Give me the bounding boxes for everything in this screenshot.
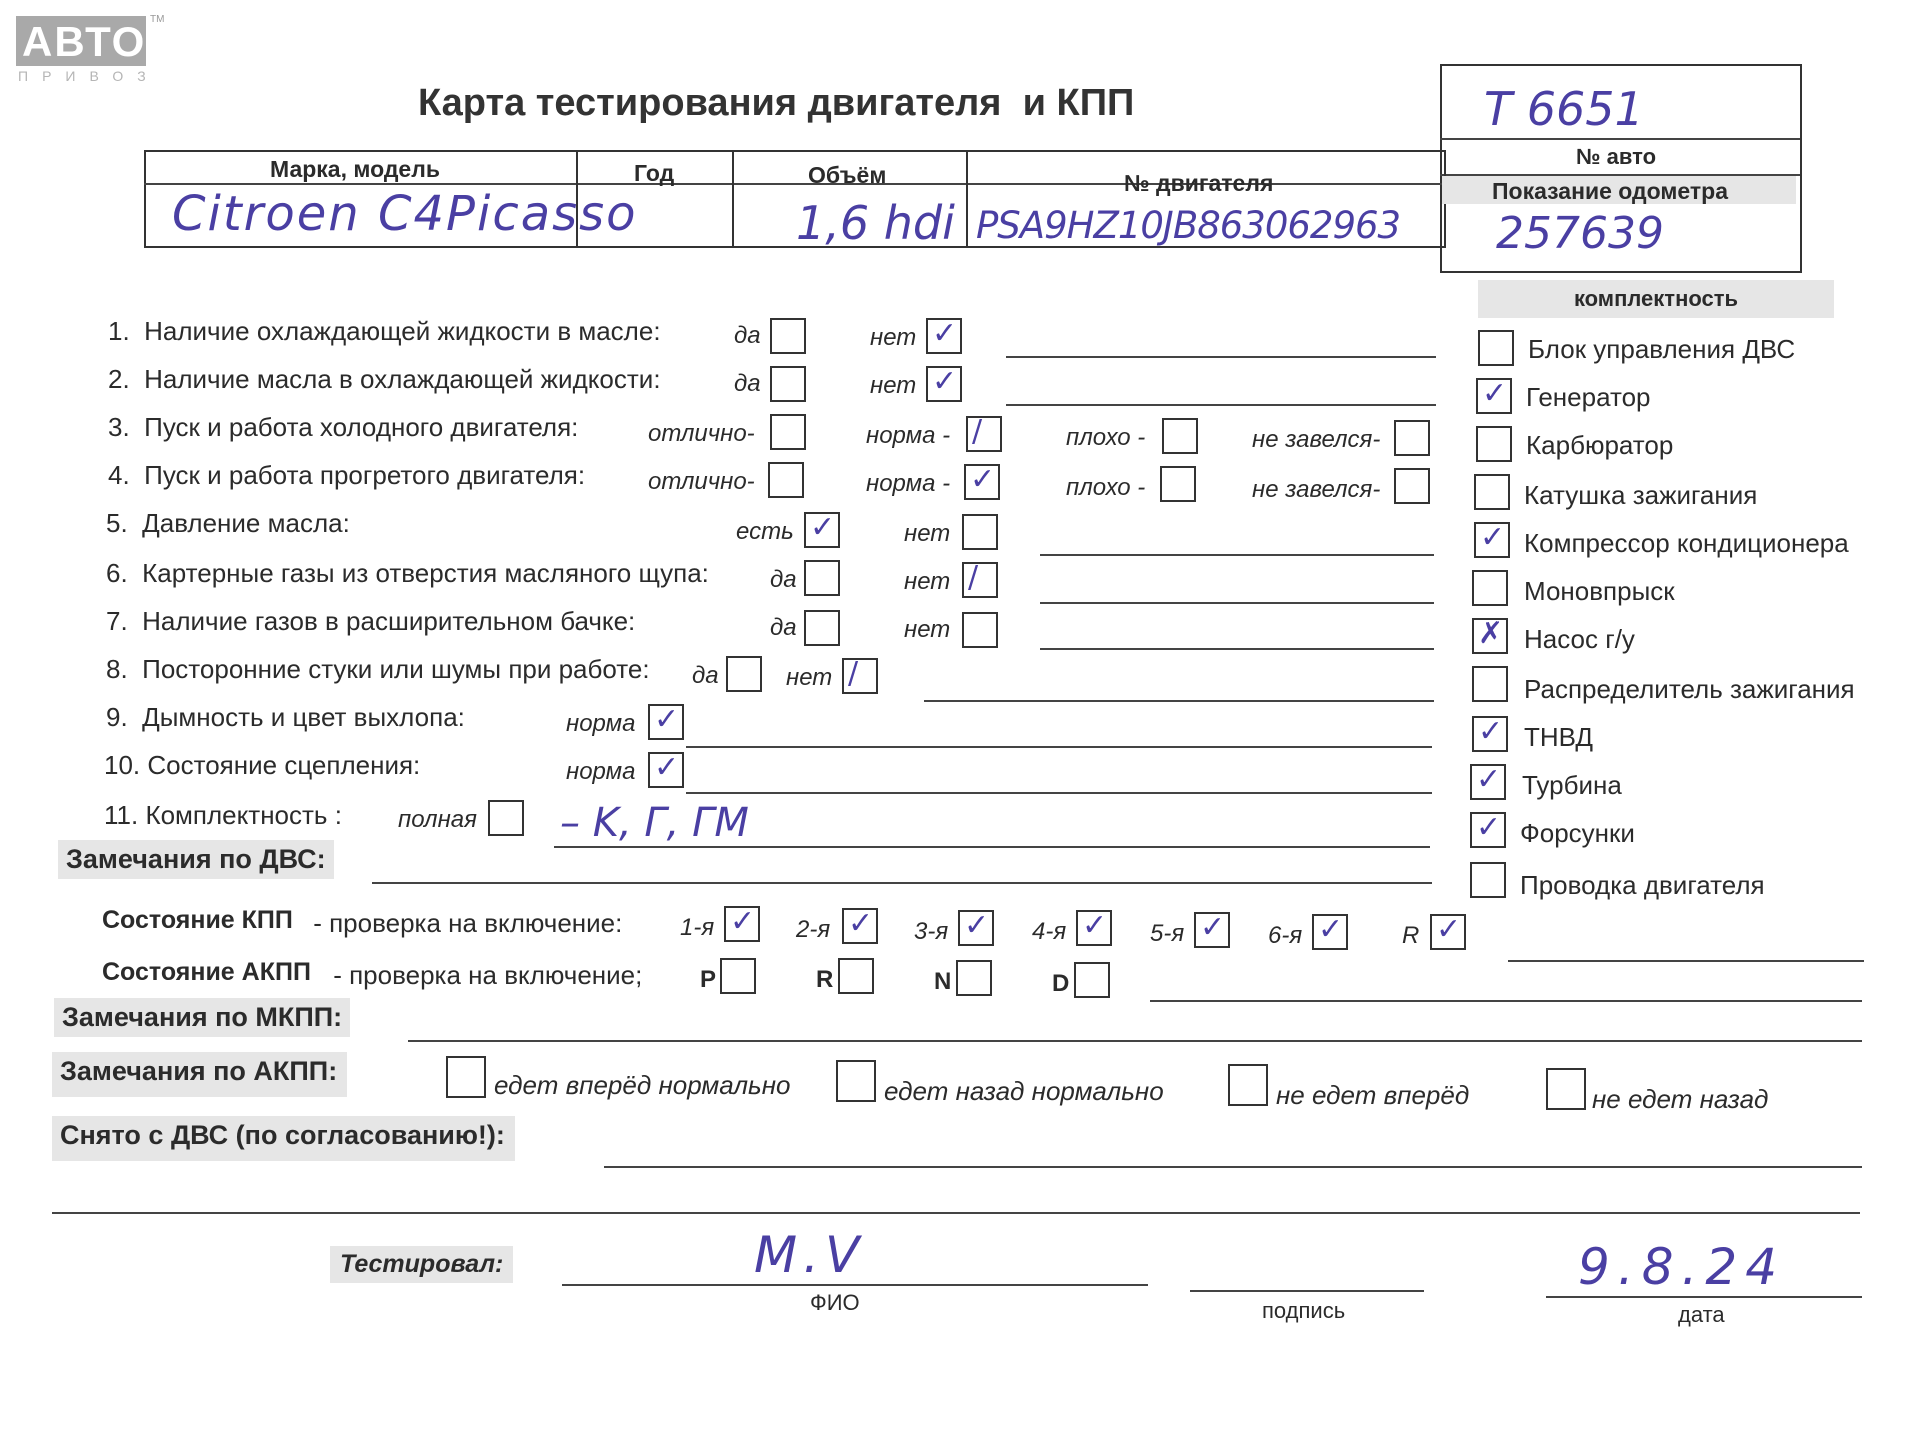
kompl-label: ТНВД bbox=[1524, 722, 1594, 752]
q10-norma-checkbox[interactable]: ✓ bbox=[648, 752, 684, 788]
logo-sub: ПРИВОЗ bbox=[18, 68, 160, 84]
akpp-opt-checkbox[interactable] bbox=[1546, 1068, 1586, 1110]
q4-label: 4. Пуск и работа прогретого двигателя: bbox=[108, 460, 586, 490]
q4-norma-checkbox[interactable]: ✓ bbox=[964, 464, 1000, 500]
q5-est-checkbox[interactable]: ✓ bbox=[804, 512, 840, 548]
akpp-label: Состояние АКПП bbox=[102, 958, 311, 986]
q7-da-checkbox[interactable] bbox=[804, 610, 840, 646]
signature-fio: M.V bbox=[754, 1226, 866, 1284]
q11-label: 11. Комплектность : bbox=[104, 800, 342, 830]
akpp-opt-label: едет вперёд нормально bbox=[494, 1070, 791, 1100]
testiroval-label: Тестировал: bbox=[330, 1246, 513, 1283]
q6-da: да bbox=[770, 566, 797, 593]
kompl-checkbox[interactable]: ✓ bbox=[1470, 812, 1506, 848]
kompl-checkbox[interactable]: ✓ bbox=[1476, 378, 1512, 414]
q1-net-checkbox[interactable]: ✓ bbox=[926, 318, 962, 354]
q3-ploho-checkbox[interactable] bbox=[1162, 418, 1198, 454]
q8-da-checkbox[interactable] bbox=[726, 656, 762, 692]
kompl-label: Распределитель зажигания bbox=[1524, 674, 1855, 704]
page-title: Карта тестирования двигателя и КПП bbox=[418, 82, 1135, 124]
kompl-label: Моновпрыск bbox=[1524, 576, 1675, 606]
podpis-label: подпись bbox=[1262, 1298, 1346, 1323]
kpp-gear-label: 4-я bbox=[1032, 918, 1067, 945]
col-volume: Объём bbox=[808, 162, 887, 188]
value-model: Citroen C4Picasso bbox=[172, 186, 638, 242]
q4-otl: отлично- bbox=[648, 468, 755, 495]
q5-est: есть bbox=[736, 518, 794, 545]
q4-nezav: не завелся- bbox=[1252, 476, 1381, 503]
q1-da-checkbox[interactable] bbox=[770, 318, 806, 354]
kompl-checkbox[interactable] bbox=[1470, 862, 1506, 898]
kompl-checkbox[interactable] bbox=[1472, 666, 1508, 702]
q2-net-checkbox[interactable]: ✓ bbox=[926, 366, 962, 402]
kompl-checkbox[interactable]: ✗ bbox=[1472, 618, 1508, 654]
fio-label: ФИО bbox=[810, 1290, 860, 1315]
q3-nezav-checkbox[interactable] bbox=[1394, 420, 1430, 456]
q3-label: 3. Пуск и работа холодного двигателя: bbox=[108, 412, 579, 442]
data-label: дата bbox=[1678, 1302, 1725, 1327]
akpp-pos-checkbox[interactable] bbox=[956, 960, 992, 996]
q6-da-checkbox[interactable] bbox=[804, 560, 840, 596]
q6-label: 6. Картерные газы из отверстия масляного щупа: bbox=[106, 558, 709, 588]
kpp-gear-checkbox[interactable]: ✓ bbox=[842, 908, 878, 944]
kompl-checkbox[interactable]: ✓ bbox=[1470, 764, 1506, 800]
kompl-checkbox[interactable] bbox=[1474, 474, 1510, 510]
q4-ploho: плохо - bbox=[1066, 474, 1146, 501]
q5-net-checkbox[interactable] bbox=[962, 514, 998, 550]
akpp-opt-checkbox[interactable] bbox=[836, 1060, 876, 1102]
q3-nezav: не завелся- bbox=[1252, 426, 1381, 453]
q4-nezav-checkbox[interactable] bbox=[1394, 468, 1430, 504]
kpp-gear-label: 6-я bbox=[1268, 922, 1303, 949]
kompl-checkbox[interactable] bbox=[1472, 570, 1508, 606]
kompl-label: Турбина bbox=[1522, 770, 1622, 800]
kpp-gear-label: R bbox=[1402, 922, 1420, 949]
q1-label: 1. Наличие охлаждающей жидкости в масле: bbox=[108, 316, 661, 346]
zam-akpp-label: Замечания по АКПП: bbox=[52, 1052, 347, 1097]
q9-norma: норма bbox=[566, 710, 636, 737]
q11-polnaya: полная bbox=[398, 806, 477, 833]
q2-da-checkbox[interactable] bbox=[770, 366, 806, 402]
q1-da: да bbox=[734, 322, 761, 349]
kompl-label: Форсунки bbox=[1520, 818, 1635, 848]
kpp-gear-checkbox[interactable]: ✓ bbox=[1312, 914, 1348, 950]
value-odometer: 257639 bbox=[1496, 208, 1664, 259]
q4-ploho-checkbox[interactable] bbox=[1160, 466, 1196, 502]
kpp-gear-label: 5-я bbox=[1150, 920, 1185, 947]
col-engine-no: № двигателя bbox=[1124, 170, 1274, 196]
value-engine-no: PSA9HZ10JB863062963 bbox=[976, 204, 1401, 247]
logo-text: АВТО bbox=[22, 18, 147, 65]
q5-net: нет bbox=[904, 520, 951, 547]
akpp-opt-label: едет назад нормально bbox=[884, 1076, 1164, 1106]
q7-label: 7. Наличие газов в расширительном бачке: bbox=[106, 606, 636, 636]
q2-da: да bbox=[734, 370, 761, 397]
akpp-pos-checkbox[interactable] bbox=[720, 958, 756, 994]
auto-number-value: T 6651 bbox=[1484, 82, 1644, 136]
akpp-opt-label: не едет вперёд bbox=[1276, 1080, 1470, 1110]
kpp-gear-label: 1-я bbox=[680, 914, 715, 941]
snyato-label: Снято с ДВС (по согласованию!): bbox=[52, 1116, 515, 1161]
akpp-opt-checkbox[interactable] bbox=[1228, 1064, 1268, 1106]
kpp-label-rest: - проверка на включение: bbox=[306, 908, 623, 938]
kompl-label: Блок управления ДВС bbox=[1528, 334, 1796, 364]
kompl-title: комплектность bbox=[1478, 280, 1834, 318]
kompl-label: Компрессор кондиционера bbox=[1524, 528, 1849, 558]
q9-norma-checkbox[interactable]: ✓ bbox=[648, 704, 684, 740]
q10-label: 10. Состояние сцепления: bbox=[104, 750, 421, 780]
q4-otl-checkbox[interactable] bbox=[768, 462, 804, 498]
q9-label: 9. Дымность и цвет выхлопа: bbox=[106, 702, 465, 732]
date-value: 9.8.24 bbox=[1578, 1238, 1786, 1296]
q2-label: 2. Наличие масла в охлаждающей жидкости: bbox=[108, 364, 661, 394]
kpp-gear-checkbox[interactable]: ✓ bbox=[1194, 912, 1230, 948]
q3-norma-checkbox[interactable]: / bbox=[966, 416, 1002, 452]
q6-net: нет bbox=[904, 568, 951, 595]
akpp-pos-checkbox[interactable] bbox=[1074, 962, 1110, 998]
col-odometer: Показание одометра bbox=[1492, 178, 1728, 204]
kpp-gear-label: 2-я bbox=[796, 916, 831, 943]
q4-norma: норма - bbox=[866, 470, 951, 497]
kpp-label: Состояние КПП bbox=[102, 906, 293, 934]
kompl-label: Катушка зажигания bbox=[1524, 480, 1758, 510]
q7-net-checkbox[interactable] bbox=[962, 612, 998, 648]
q6-net-checkbox[interactable]: / bbox=[962, 562, 998, 598]
q1-net: нет bbox=[870, 324, 917, 351]
zam-dvs-label: Замечания по ДВС: bbox=[58, 840, 334, 879]
zam-mkpp-label: Замечания по МКПП: bbox=[54, 998, 350, 1037]
akpp-opt-label: не едет назад bbox=[1592, 1084, 1769, 1114]
kompl-label: Генератор bbox=[1526, 382, 1651, 412]
q8-net-checkbox[interactable]: / bbox=[842, 658, 878, 694]
kpp-gear-checkbox[interactable]: ✓ bbox=[724, 906, 760, 942]
q11-note: – K, Г, ГМ bbox=[560, 800, 749, 846]
kompl-checkbox[interactable]: ✓ bbox=[1472, 716, 1508, 752]
q5-label: 5. Давление масла: bbox=[106, 508, 350, 538]
q10-norma: норма bbox=[566, 758, 636, 785]
akpp-opt-checkbox[interactable] bbox=[446, 1056, 486, 1098]
kpp-gear-checkbox[interactable]: ✓ bbox=[1430, 914, 1466, 950]
kompl-label: Карбюратор bbox=[1526, 430, 1674, 460]
kompl-checkbox[interactable]: ✓ bbox=[1474, 522, 1510, 558]
logo-tm: TM bbox=[150, 14, 165, 25]
kpp-gear-checkbox[interactable]: ✓ bbox=[958, 910, 994, 946]
kompl-checkbox[interactable] bbox=[1478, 330, 1514, 366]
q3-otl-checkbox[interactable] bbox=[770, 414, 806, 450]
akpp-pos-label: R bbox=[816, 966, 834, 993]
q8-label: 8. Посторонние стуки или шумы при работе: bbox=[106, 654, 650, 684]
kpp-gear-checkbox[interactable]: ✓ bbox=[1076, 910, 1112, 946]
col-year: Год bbox=[634, 160, 675, 186]
kompl-checkbox[interactable] bbox=[1476, 426, 1512, 462]
q11-polnaya-checkbox[interactable] bbox=[488, 800, 524, 836]
q3-ploho: плохо - bbox=[1066, 424, 1146, 451]
kpp-gear-label: 3-я bbox=[914, 918, 949, 945]
akpp-pos-label: D bbox=[1052, 970, 1070, 997]
value-volume: 1,6 hdi bbox=[796, 196, 955, 250]
akpp-pos-label: P bbox=[700, 966, 717, 993]
q8-net: нет bbox=[786, 664, 833, 691]
q8-da: да bbox=[692, 662, 719, 689]
akpp-pos-checkbox[interactable] bbox=[838, 958, 874, 994]
akpp-label-rest: - проверка на включение; bbox=[326, 960, 643, 990]
q7-da: да bbox=[770, 614, 797, 641]
col-model: Марка, модель bbox=[270, 156, 440, 182]
q3-norma: норма - bbox=[866, 422, 951, 449]
q2-net: нет bbox=[870, 372, 917, 399]
q3-otl: отлично- bbox=[648, 420, 755, 447]
akpp-pos-label: N bbox=[934, 968, 952, 995]
kompl-label: Проводка двигателя bbox=[1520, 870, 1765, 900]
kompl-label: Насос г/у bbox=[1524, 624, 1635, 654]
q7-net: нет bbox=[904, 616, 951, 643]
auto-number-label: № авто bbox=[1576, 144, 1657, 169]
